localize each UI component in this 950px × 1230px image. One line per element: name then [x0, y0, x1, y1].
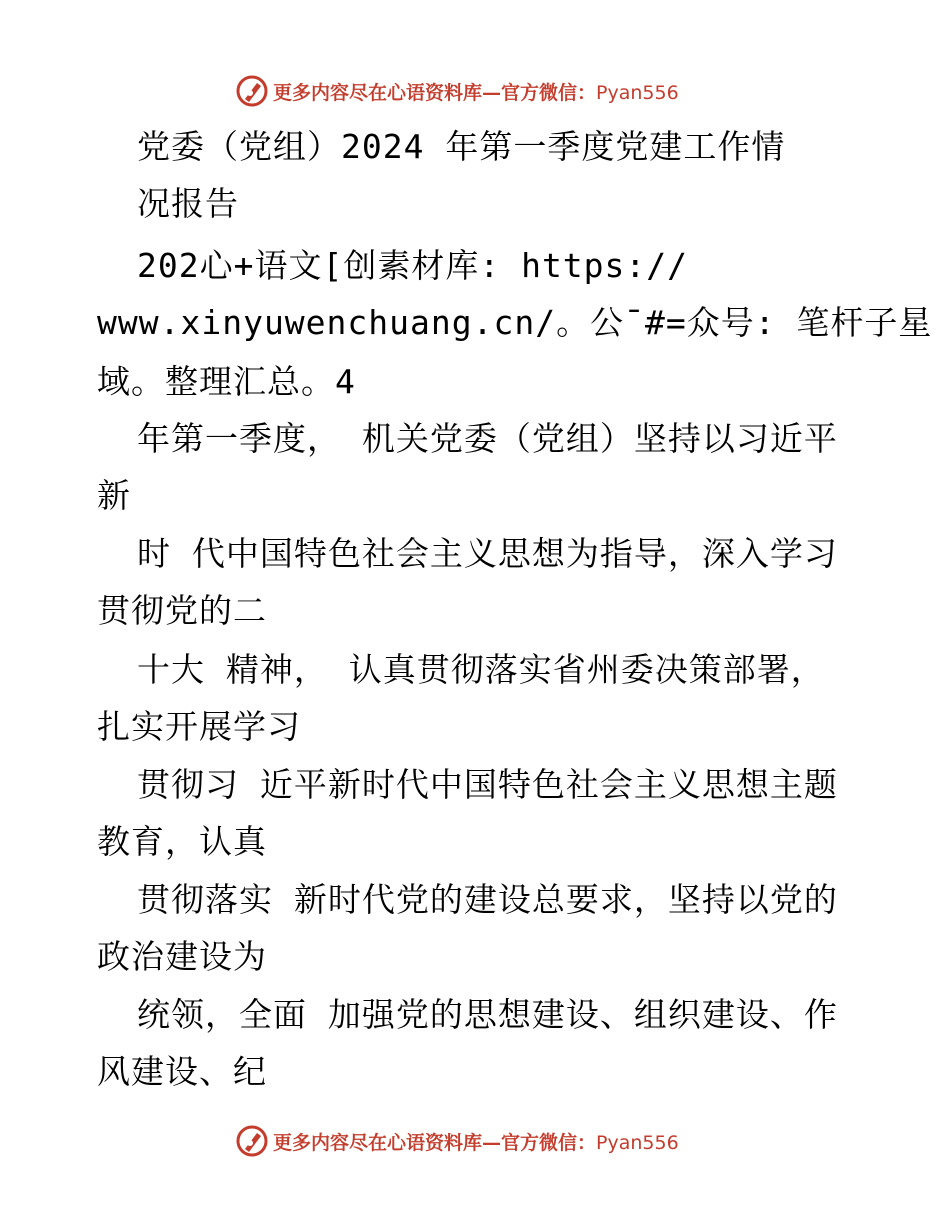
header-watermark-banner	[235, 71, 755, 111]
footer-watermark-banner	[235, 1121, 755, 1161]
doc-line: 时 代中国特色社会主义思想为指导，深入学习	[137, 534, 838, 573]
doc-line: 年第一季度， 机关党委（党组）坚持以习近平	[137, 419, 838, 458]
doc-line: 贯彻党的二	[97, 591, 267, 630]
pen-logo-icon	[235, 1124, 269, 1158]
doc-line: 风建设、纪	[97, 1052, 267, 1091]
banner-text-main: 更多内容尽在心语资料库	[273, 1131, 483, 1154]
pen-logo-icon	[235, 74, 269, 108]
doc-line: 新	[97, 476, 131, 515]
doc-line: 贯彻习 近平新时代中国特色社会主义思想主题	[137, 765, 838, 804]
banner-text-dash: —官方微信：	[482, 1131, 597, 1154]
doc-line: 域。整理汇总。4	[97, 362, 356, 401]
banner-text-dash: —官方微信：	[482, 81, 597, 104]
banner-text-main: 更多内容尽在心语资料库	[273, 81, 483, 104]
doc-line: 政治建设为	[97, 937, 267, 976]
doc-line: 况报告	[137, 184, 239, 223]
doc-line: 扎实开展学习	[97, 707, 301, 746]
doc-line: 教育，认真	[97, 822, 267, 861]
doc-line: 党委（党组）2024 年第一季度党建工作情	[137, 127, 786, 166]
doc-line: www.xinyuwenchuang.cn/。公¯#=众号: 笔杆子星	[97, 303, 933, 342]
doc-line: 贯彻落实 新时代党的建设总要求，坚持以党的	[137, 880, 838, 919]
doc-line: 十大 精神， 认真贯彻落实省州委决策部署，	[137, 650, 825, 689]
doc-line: 统领，全面 加强党的思想建设、组织建设、作	[137, 995, 838, 1034]
banner-account: Pyan556	[596, 81, 679, 104]
banner-account: Pyan556	[596, 1131, 679, 1154]
doc-line: 202心+语文[创素材库: https://	[137, 246, 689, 285]
